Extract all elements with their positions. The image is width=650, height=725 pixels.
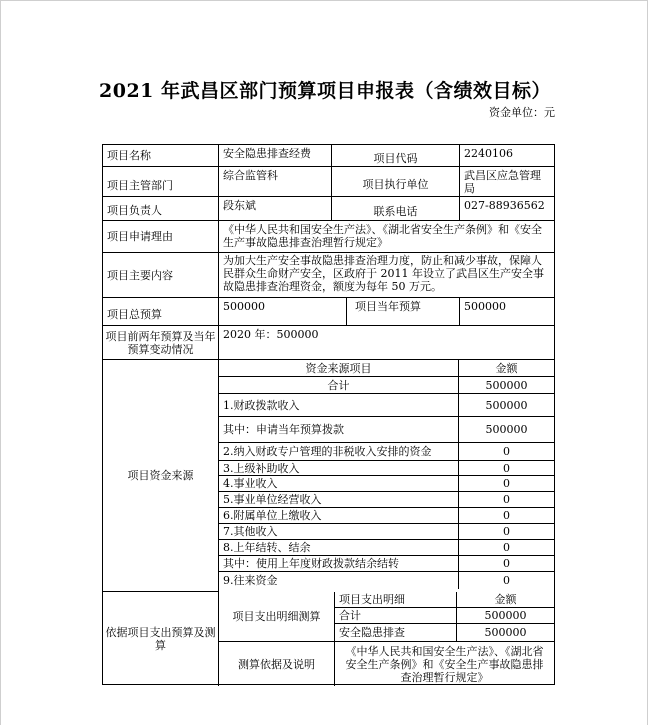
value-apply-reason: 《中华人民共和国安全生产法》、《湖北省安全生产条例》和《安全生产事故隐患排查治理暂行规定》 (219, 221, 554, 253)
funding-row-amount: 0 (459, 540, 554, 556)
funding-row-name: 2.纳入财政专户管理的非税收入安排的资金 (219, 443, 459, 461)
funding-row-name: 7.其他收入 (219, 524, 459, 540)
label-total-budget: 项目总预算 (103, 298, 219, 326)
detail-header-amount: 金额 (457, 592, 554, 608)
detail-row-amount: 500000 (457, 608, 554, 624)
funding-header-amount: 金额 (459, 360, 554, 377)
funding-header-source: 资金来源项目 (219, 360, 459, 377)
funding-row-name: 1.财政拨款收入 (219, 394, 459, 417)
funding-row-amount: 0 (503, 574, 510, 587)
value-main-content: 为加大生产安全事故隐患排查治理力度，防止和减少事故，保障人民群众生命财产安全，区政府于 2011 年设立了武昌区生产安全事故隐患排查治理资金，额度为每年 50 万元。 (219, 253, 554, 298)
value-prev-budget-change: 2020 年：500000 (219, 326, 554, 360)
page-edge-right (647, 0, 648, 725)
label-phone: 联系电话 (332, 197, 460, 221)
funding-row-amount: 0 (459, 524, 554, 540)
funding-row-amount: 0 (459, 492, 554, 508)
funding-source-table (219, 360, 554, 592)
document-title: 2021 年武昌区部门预算项目申报表（含绩效目标） (99, 80, 551, 102)
value-project-owner: 段东斌 (219, 197, 332, 221)
label-project-code: 项目代码 (332, 145, 460, 167)
funding-row-amount: 500000 (459, 394, 554, 417)
value-managing-dept: 综合监管科 (219, 167, 332, 197)
label-expense-estimate: 依据项目支出预算及测算 (103, 592, 219, 686)
funding-row-name: 其中：申请当年预算拨款 (219, 417, 459, 443)
value-total-budget: 500000 (219, 298, 347, 326)
funding-row-amount: 0 (459, 508, 554, 524)
funding-row-amount: 0 (459, 556, 554, 572)
label-detail-estimate: 项目支出明细测算 (219, 592, 335, 642)
label-funding-source: 项目资金来源 (103, 360, 219, 592)
value-current-year-budget: 500000 (460, 298, 554, 326)
funding-row-amount: 0 (459, 461, 554, 476)
label-apply-reason: 项目申请理由 (103, 221, 219, 253)
funding-row-name: 9.往来资金 (219, 572, 459, 589)
detail-row-item: 合计 (335, 608, 457, 624)
funding-row-amount: 0 (459, 476, 554, 492)
funding-row-name: 5.事业单位经营收入 (219, 492, 459, 508)
funding-row-name: 其中：使用上年度财政拨款结余结转 (219, 556, 459, 572)
funding-row-name: 6.附属单位上缴收入 (219, 508, 459, 524)
value-exec-unit: 武昌区应急管理局 (460, 167, 554, 197)
page-edge-top (0, 0, 648, 1)
detail-row-item: 安全隐患排查 (335, 624, 457, 642)
funding-row-name: 8.上年结转、结余 (219, 540, 459, 556)
funding-row-amount: 0 (459, 443, 554, 461)
currency-unit: 资金单位：元 (489, 106, 555, 119)
value-project-name: 安全隐患排查经费 (219, 145, 332, 167)
funding-row-amount: 500000 (459, 377, 554, 394)
expense-detail-table (335, 592, 554, 642)
label-current-year-budget: 项目当年预算 (347, 298, 460, 326)
funding-row-name: 4.事业收入 (219, 476, 459, 492)
value-estimate-basis: 《中华人民共和国安全生产法》、《湖北省安全生产条例》和《安全生产事故隐患排查治理暂行规定》 (345, 644, 544, 684)
label-managing-dept: 项目主管部门 (103, 167, 219, 197)
detail-header-item: 项目支出明细 (335, 592, 457, 608)
label-estimate-basis: 测算依据及说明 (219, 642, 335, 686)
value-project-code: 2240106 (460, 145, 554, 167)
label-project-owner: 项目负责人 (103, 197, 219, 221)
funding-row-amount: 500000 (459, 417, 554, 443)
funding-row-name: 合计 (219, 377, 459, 394)
label-project-name: 项目名称 (103, 145, 219, 167)
budget-form-table (102, 144, 555, 685)
label-exec-unit: 项目执行单位 (332, 167, 460, 197)
label-main-content: 项目主要内容 (103, 253, 219, 298)
detail-row-amount: 500000 (457, 624, 554, 642)
funding-row-name: 3.上级补助收入 (219, 461, 459, 476)
value-phone: 027-88936562 (460, 197, 554, 221)
label-prev-budget-change: 项目前两年预算及当年预算变动情况 (103, 326, 219, 360)
page-edge-left (0, 0, 1, 725)
